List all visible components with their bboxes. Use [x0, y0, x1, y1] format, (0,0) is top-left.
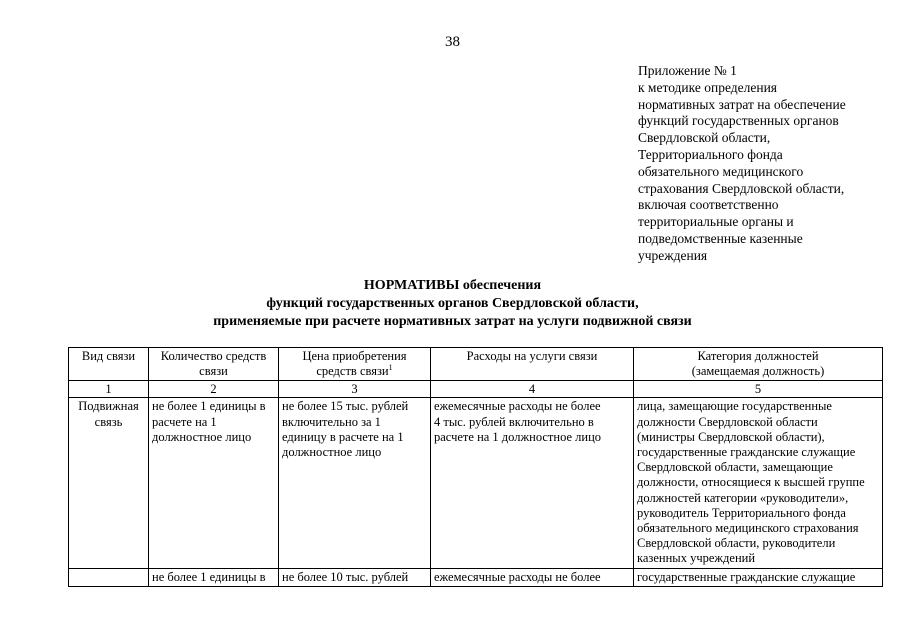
annex-line: к методике определения — [638, 79, 778, 95]
annex-line: нормативных затрат на обеспечение — [638, 96, 846, 112]
cell-connection-type — [69, 568, 149, 586]
annex-line: учреждения — [638, 247, 708, 263]
norms-table — [68, 347, 883, 587]
header-connection-type: Вид связи — [69, 348, 149, 381]
table-header-row — [69, 348, 883, 381]
document-title — [0, 277, 905, 331]
cell-expenses: ежемесячные расходы не более — [431, 568, 634, 586]
page-number: 38 — [445, 34, 460, 50]
annex-line: подведомственные казенные — [638, 230, 803, 246]
annex-line: функций государственных органов — [638, 113, 839, 129]
cell-category: государственные гражданские служащие — [634, 568, 883, 586]
column-number: 3 — [279, 381, 431, 398]
title-line: применяемые при расчете нормативных затрат на услуги подвижной связи — [213, 314, 692, 329]
annex-line: включая соответственно — [638, 197, 779, 213]
annex-line: обязательного медицинского — [638, 163, 804, 179]
column-number: 2 — [149, 381, 279, 398]
cell-expenses: ежемесячные расходы не более 4 тыс. рублей включительно в расчете на 1 должностное лицо — [431, 398, 634, 568]
annex-line: Приложение № 1 — [638, 63, 737, 78]
cell-quantity: не более 1 единицы в — [149, 568, 279, 586]
header-expenses: Расходы на услуги связи — [431, 348, 634, 381]
cell-category: лица, замещающие государственные должности Свердловской области (министры Свердловской области), государственные гражданские служащие Свердловской области, замещающие должности, относящиеся к высшей группе должностей категории «руководители», руководитель Территориального фонда обязательного медицинского страхования Свердловской области, руководители казенных учреждений — [634, 398, 883, 568]
table-row — [69, 568, 883, 586]
header-price: Цена приобретения средств связи$^1$ — [279, 348, 431, 381]
title-line: НОРМАТИВЫ обеспечения — [363, 278, 542, 293]
table-row — [69, 398, 883, 568]
column-number-row — [69, 381, 883, 398]
cell-connection-type: Подвижная связь — [69, 398, 149, 568]
cell-quantity: не более 1 единицы в расчете на 1 должностное лицо — [149, 398, 279, 568]
header-category: Категория должностей (замещаемая должность) — [634, 348, 883, 381]
annex-line: Территориального фонда — [638, 146, 783, 162]
title-line: функций государственных органов Свердловской области, — [266, 296, 639, 311]
header-quantity: Количество средств связи — [149, 348, 279, 381]
cell-price: не более 10 тыс. рублей — [279, 568, 431, 586]
column-number: 4 — [431, 381, 634, 398]
annex-line: страхования Свердловской области, — [638, 180, 845, 196]
column-number: 5 — [634, 381, 883, 398]
column-number: 1 — [69, 381, 149, 398]
cell-price: не более 15 тыс. рублей включительно за 1 единицу в расчете на 1 должностное лицо — [279, 398, 431, 568]
annex-line: территориальные органы и — [638, 214, 794, 230]
footnote-mark: 1 — [388, 363, 393, 373]
annex-line: Свердловской области, — [638, 130, 771, 146]
annex-note — [638, 63, 898, 265]
